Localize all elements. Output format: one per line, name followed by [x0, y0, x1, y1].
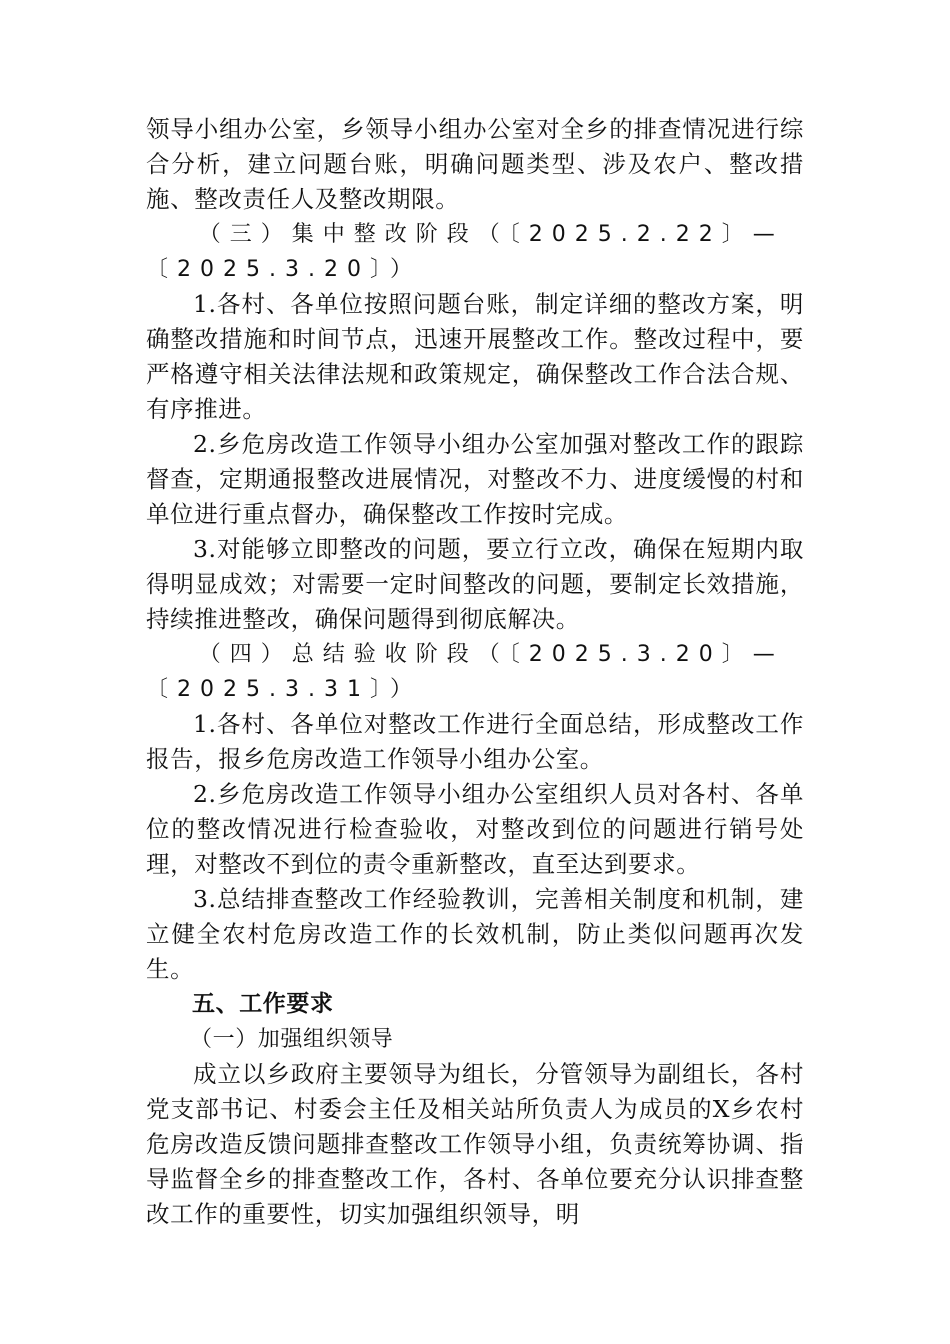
subheading-organization-leadership: （一）加强组织领导 — [190, 1027, 394, 1052]
paragraph-continuation: 领导小组办公室，乡领导小组办公室对全乡的排查情况进行综合分析，建立问题台账，明确问题类型、涉及农户、整改措施、整改责任人及整改期限。 — [146, 115, 804, 213]
paragraph-stage-4-item-2: 2.乡危房改造工作领导小组办公室组织人员对各村、各单位的整改情况进行检查验收，对整改到位的问题进行销号处理，对整改不到位的责令重新整改，直至达到要求。 — [146, 780, 804, 878]
paragraph-stage-3-item-1: 1.各村、各单位按照问题台账，制定详细的整改方案，明确整改措施和时间节点，迅速开展整改工作。整改过程中，要严格遵守相关法律法规和政策规定，确保整改工作合法合规、有序推进。 — [146, 290, 804, 423]
paragraph-organization-leadership: 成立以乡政府主要领导为组长，分管领导为副组长，各村党支部书记、村委会主任及相关站所负责人为成员的X乡农村危房改造反馈问题排查整改工作领导小组，负责统筹协调、指导监督全乡的排查整改工作，各村、各单位要充分认识排查整改工作的重要性，切实加强组织领导，明 — [146, 1060, 804, 1228]
paragraph-stage-3-item-3: 3.对能够立即整改的问题，要立行立改，确保在短期内取得明显成效；对需要一定时间整改的问题，要制定长效措施，持续推进整改，确保问题得到彻底解决。 — [146, 535, 804, 633]
paragraph-stage-4-item-1: 1.各村、各单位对整改工作进行全面总结，形成整改工作报告，报乡危房改造工作领导小组办公室。 — [146, 710, 804, 773]
paragraph-stage-3-item-2: 2.乡危房改造工作领导小组办公室加强对整改工作的跟踪督查，定期通报整改进展情况，对整改不力、进度缓慢的村和单位进行重点督办，确保整改工作按时完成。 — [146, 430, 804, 528]
paragraph-stage-4-item-3: 3.总结排查整改工作经验教训，完善相关制度和机制，建立健全农村危房改造工作的长效机制，防止类似问题再次发生。 — [146, 885, 804, 983]
section-heading-stage-3: （三）集中整改阶段（〔2025.2.22〕—〔2025.3.20〕） — [146, 222, 784, 282]
section-heading-stage-4: （四）总结验收阶段（〔2025.3.20〕—〔2025.3.31〕） — [146, 642, 784, 702]
chapter-heading-work-requirements: 五、工作要求 — [192, 991, 334, 1017]
document-page — [146, 112, 804, 1232]
